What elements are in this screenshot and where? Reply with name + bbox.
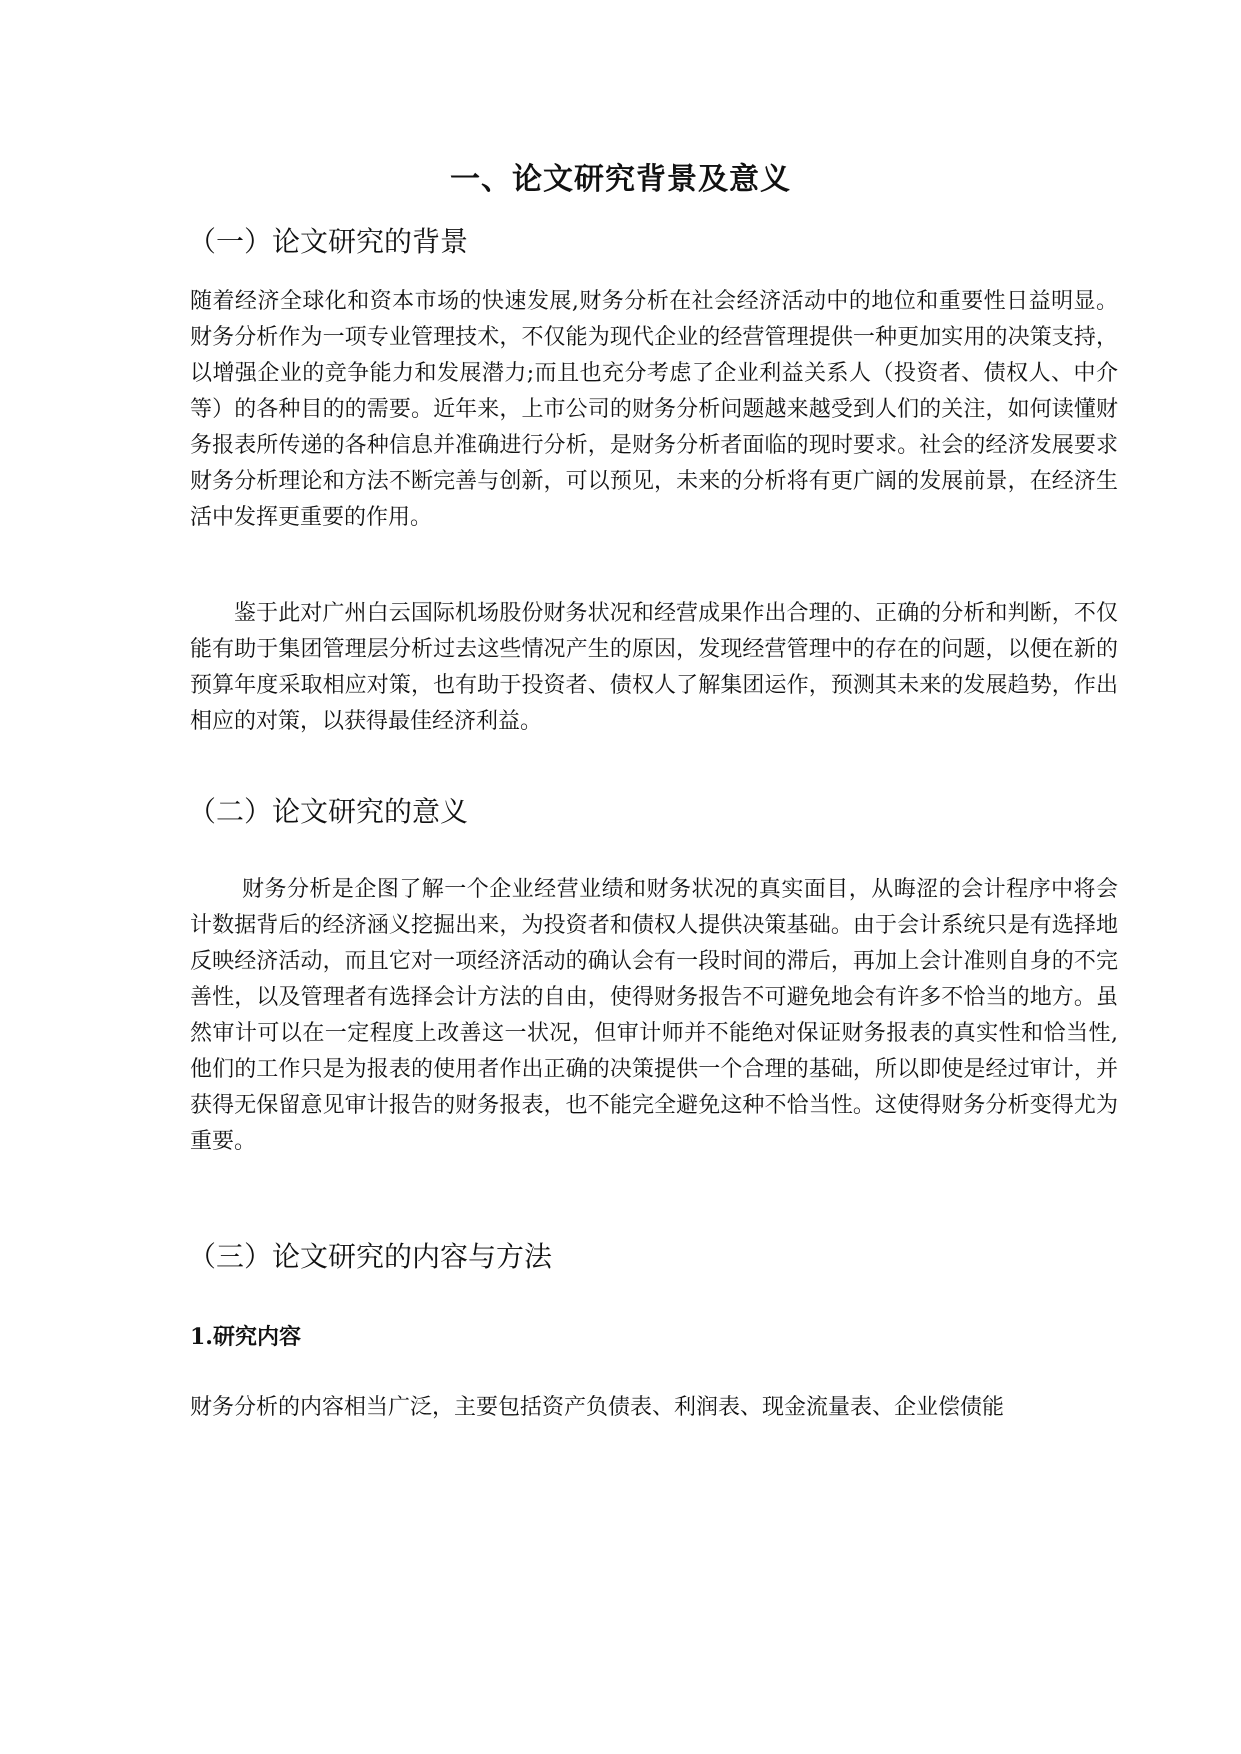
subsection-heading-research-content: 1.研究内容	[190, 1324, 301, 1350]
document-title: 一、论文研究背景及意义	[450, 162, 791, 197]
paragraph-background-1: 随着经济全球化和资本市场的快速发展,财务分析在社会经济活动中的地位和重要性日益明显。财务分析作为一项专业管理技术，不仅能为现代企业的经营管理提供一种更加实用的决策支持，以增强企业的竞争能力和发展潜力;而且也充分考虑了企业利益关系人（投资者、债权人、中介等）的各种目的的需要。近年来，上市公司的财务分析问题越来越受到人们的关注，如何读懂财务报表所传递的各种信息并准确进行分析，是财务分析者面临的现时要求。社会的经济发展要求财务分析理论和方法不断完善与创新，可以预见，未来的分析将有更广阔的发展前景，在经济生活中发挥更重要的作用。	[190, 289, 1118, 530]
section-heading-content-method: （三）论文研究的内容与方法	[188, 1240, 553, 1273]
paragraph-significance-1: 财务分析是企图了解一个企业经营业绩和财务状况的真实面目，从晦涩的会计程序中将会计数据背后的经济涵义挖掘出来，为投资者和债权人提供决策基础。由于会计系统只是有选择地反映经济活动，而且它对一项经济活动的确认会有一段时间的滞后，再加上会计准则自身的不完善性，以及管理者有选择会计方法的自由，使得财务报告不可避免地会有许多不恰当的地方。虽然审计可以在一定程度上改善这一状况，但审计师并不能绝对保证财务报表的真实性和恰当性,他们的工作只是为报表的使用者作出正确的决策提供一个合理的基础，所以即使是经过审计，并获得无保留意见审计报告的财务报表，也不能完全避免这种不恰当性。这使得财务分析变得尤为重要。	[190, 877, 1118, 1154]
paragraph-background-2: 鉴于此对广州白云国际机场股份财务状况和经营成果作出合理的、正确的分析和判断，不仅能有助于集团管理层分析过去这些情况产生的原因，发现经营管理中的存在的问题，以便在新的预算年度采取相应对策，也有助于投资者、债权人了解集团运作，预测其未来的发展趋势，作出相应的对策，以获得最佳经济利益。	[190, 601, 1118, 734]
section-heading-significance: （二）论文研究的意义	[188, 795, 469, 828]
paragraph-research-content-1: 财务分析的内容相当广泛，主要包括资产负债表、利润表、现金流量表、企业偿债能	[190, 1395, 1005, 1420]
section-heading-background: （一）论文研究的背景	[188, 225, 469, 258]
